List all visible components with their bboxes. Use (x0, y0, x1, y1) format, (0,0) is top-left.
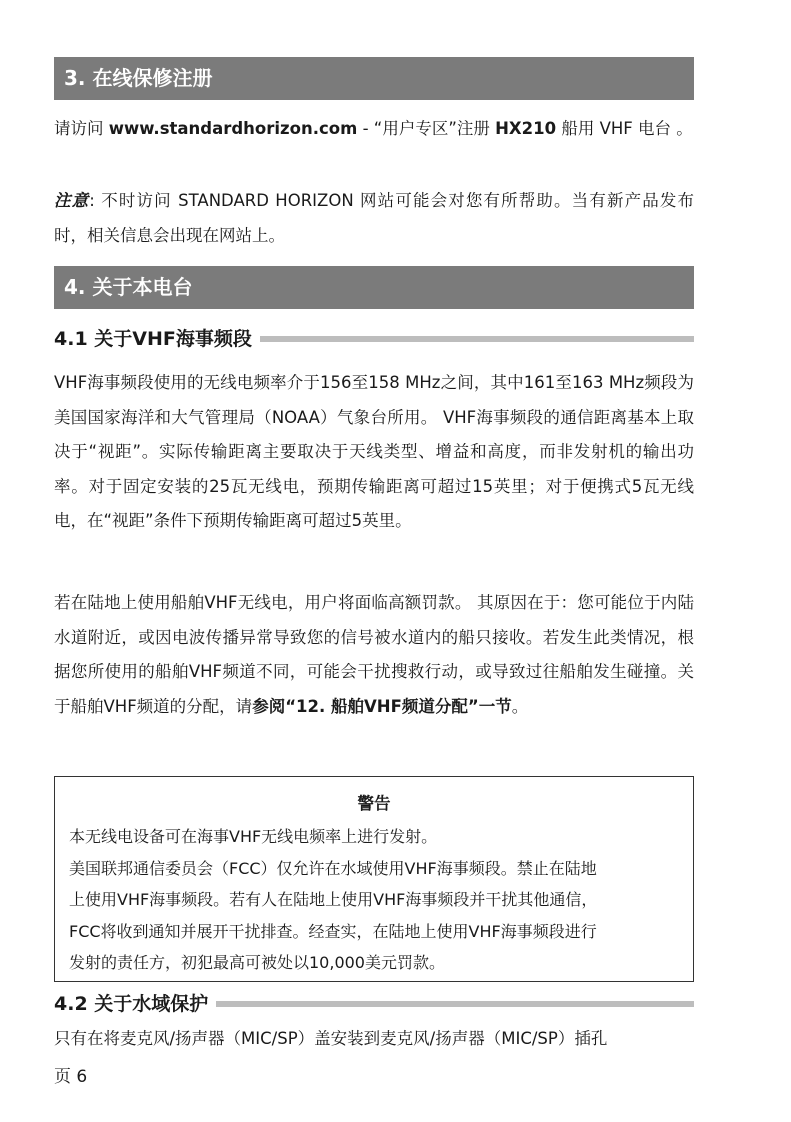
warning-box (54, 776, 694, 982)
registration-suffix: 船用 VHF 电台 。 (556, 119, 693, 138)
warning-title: 警告 (357, 794, 391, 813)
water-protection-paragraph: 只有在将麦克风/扬声器（MIC/SP）盖安装到麦克风/扬声器（MIC/SP）插孔 (54, 1029, 608, 1048)
note-text: : 不时访问 STANDARD HORIZON 网站可能会对您有所帮助。当有新产品发布时，相关信息会出现在网站上。 (54, 191, 695, 245)
subsection-4-1-heading (54, 330, 694, 356)
registration-paragraph (54, 112, 694, 147)
warning-line: 本无线电设备可在海事VHF无线电频率上进行发射。 (69, 827, 438, 846)
registration-mid: - “用户专区”注册 (357, 119, 496, 138)
vhf-band-paragraph: VHF海事频段使用的无线电频率介于156至158 MHz之间，其中161至163 MHz频段为美国国家海洋和大气管理局（NOAA）气象台所用。 VHF海事频段的通信距离基本上取决于“视距”。实际传输距离主要取决于天线类型、增益和高度，而非发射机的输出功率。对于固定安装的25瓦无线电，预期传输距离可超过15英里；对于便携式5瓦无线电，在“视距”条件下预期传输距离可超过5英里。 (54, 373, 694, 530)
section-4-header: 4. 关于本电台 (54, 266, 694, 309)
registration-url-link[interactable]: www.standardhorizon.com (108, 119, 358, 138)
registration-prefix: 请访问 (54, 119, 109, 138)
page-number: 页 6 (54, 1067, 88, 1087)
land-use-text: 若在陆地上使用船舶VHF无线电，用户将面临高额罚款。 其原因在于：您可能位于内陆水道附近，或因电波传播异常导致您的信号被水道内的船只接收。若发生此类情况，根据您所使用的船舶VHF频道不同，可能会干扰搜救行动，或导致过往船舶发生碰撞。关于船舶VHF频道的分配，请 (54, 593, 694, 716)
warning-line: 美国联邦通信委员会（FCC）仅允许在水域使用VHF海事频段。禁止在陆地 (69, 858, 597, 878)
model-name: HX210 (495, 119, 557, 138)
section-3-header: 3. 在线保修注册 (54, 57, 694, 100)
subsection-4-2-title: 4.2 关于水域保护 (54, 991, 216, 1017)
channel-allocation-reference: 参阅“12. 船舶VHF频道分配”一节 (252, 696, 512, 716)
warning-line: 上使用VHF海事频段。若有人在陆地上使用VHF海事频段并干扰其他通信， (69, 890, 598, 909)
subsection-4-1-title: 4.1 关于VHF海事频段 (54, 326, 260, 352)
warning-line: 发射的责任方，初犯最高可被处以10,000美元罚款。 (69, 953, 445, 972)
warning-line: FCC将收到通知并展开干扰排查。经查实，在陆地上使用VHF海事频段进行 (69, 921, 597, 941)
note-label: 注意 (54, 191, 90, 210)
land-use-end: 。 (511, 696, 529, 716)
land-use-paragraph (54, 586, 694, 724)
note-paragraph (54, 184, 694, 253)
subsection-4-2-heading (54, 995, 694, 1021)
